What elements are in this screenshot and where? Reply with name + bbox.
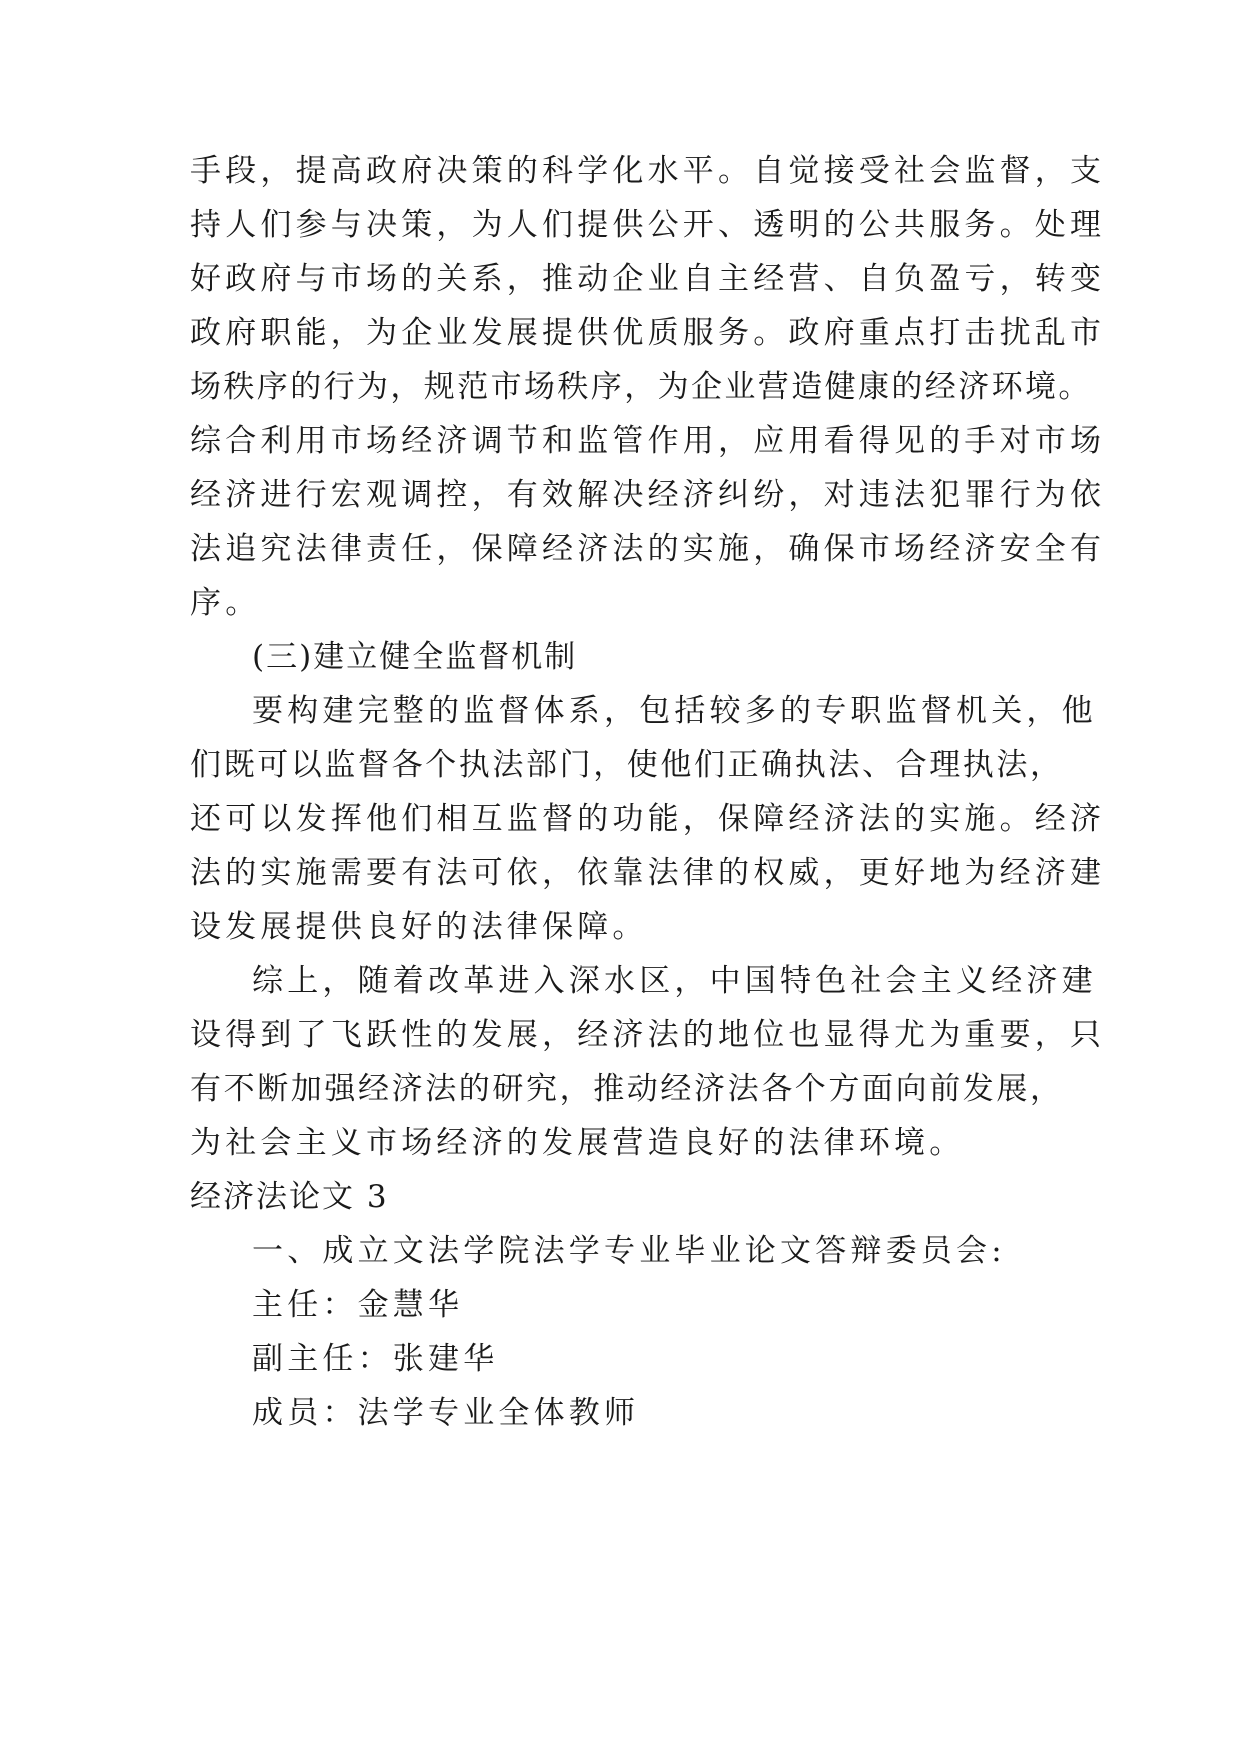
paragraph-line: 设发展提供良好的法律保障。: [190, 909, 648, 945]
paragraph-line: 序。: [190, 585, 261, 621]
paragraph-line: 法追究法律责任，保障经济法的实施，确保市场经济安全有: [190, 531, 1106, 567]
paragraph-line: 有不断加强经济法的研究，推动经济法各个方面向前发展，: [190, 1071, 1064, 1107]
section-heading: (三)建立健全监督机制: [252, 639, 578, 675]
committee-director: 主任：金慧华: [252, 1287, 464, 1323]
paragraph-line: 为社会主义市场经济的发展营造良好的法律环境。: [190, 1125, 965, 1161]
paragraph-line: 们既可以监督各个执法部门，使他们正确执法、合理执法，: [190, 747, 1064, 783]
paragraph-line: 手段，提高政府决策的科学化水平。自觉接受社会监督，支: [190, 153, 1106, 189]
paragraph-line: 经济进行宏观调控，有效解决经济纠纷，对违法犯罪行为依: [190, 477, 1106, 513]
paragraph-line: 设得到了飞跃性的发展，经济法的地位也显得尤为重要，只: [190, 1017, 1106, 1053]
paragraph-line: 要构建完整的监督体系，包括较多的专职监督机关，他: [252, 693, 1097, 729]
paragraph-line: 综合利用市场经济调节和监管作用，应用看得见的手对市场: [190, 423, 1106, 459]
paragraph-line: 场秩序的行为，规范市场秩序，为企业营造健康的经济环境。: [190, 369, 1092, 405]
paragraph-line: 还可以发挥他们相互监督的功能，保障经济法的实施。经济: [190, 801, 1106, 837]
paragraph-line: 持人们参与决策，为人们提供公开、透明的公共服务。处理: [190, 207, 1106, 243]
committee-members: 成员：法学专业全体教师: [252, 1395, 640, 1431]
paragraph-line: 法的实施需要有法可依，依靠法律的权威，更好地为经济建: [190, 855, 1106, 891]
essay-title: 经济法论文 3: [190, 1179, 389, 1215]
committee-deputy-director: 副主任：张建华: [252, 1341, 499, 1377]
paragraph-line: 综上，随着改革进入深水区，中国特色社会主义经济建: [252, 963, 1097, 999]
committee-item: 一、成立文法学院法学专业毕业论文答辩委员会:: [252, 1233, 1006, 1269]
paragraph-line: 政府职能，为企业发展提供优质服务。政府重点打击扰乱市: [190, 315, 1106, 351]
paragraph-line: 好政府与市场的关系，推动企业自主经营、自负盈亏，转变: [190, 261, 1106, 297]
